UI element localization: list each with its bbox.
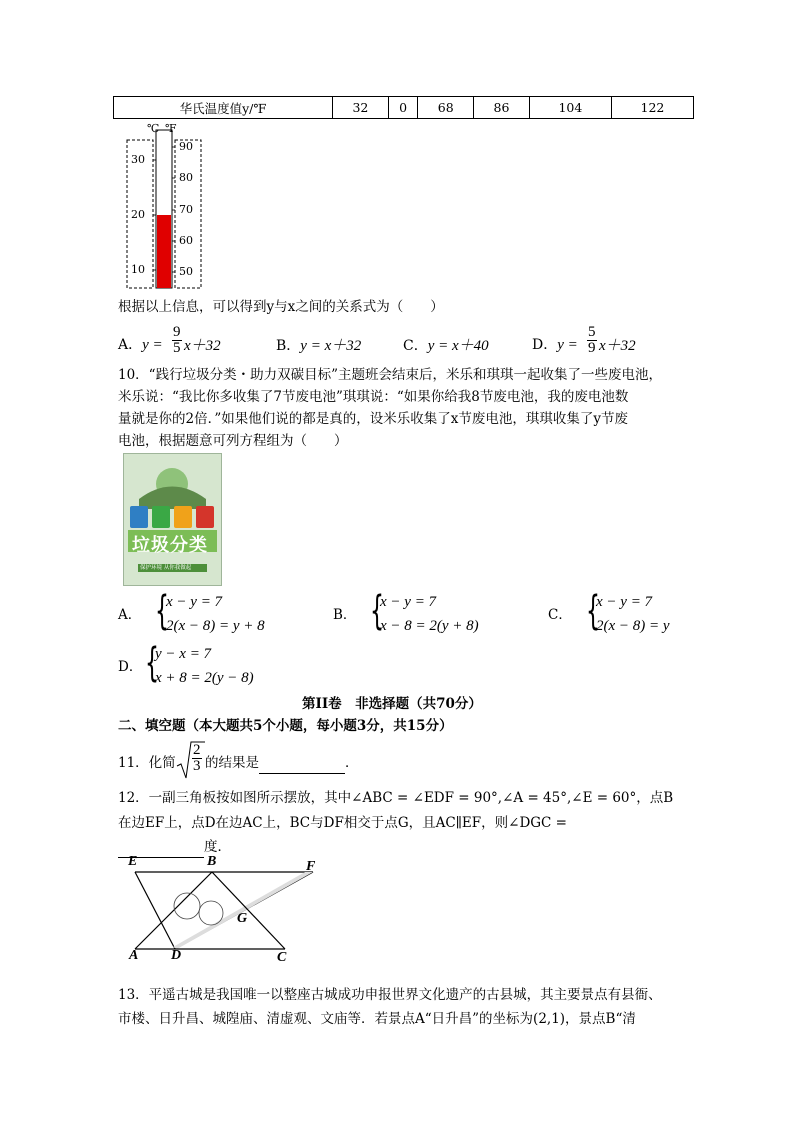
q11-suffix [205,752,359,774]
q10-line4: 电池，根据题意可列方程组为（ ） [118,433,348,449]
c-tick: 20 [131,208,145,221]
answer-blank[interactable] [259,755,345,774]
brace-icon: { [370,588,384,634]
q10-line2: 米乐说：“我比你多收集了7节废电池”琪琪说：“如果你给我8节废电池，我的废电池数 [118,389,629,405]
equation: x − 8 = 2(y + 8) [380,618,479,634]
q13-line1: 13．平遥古城是我国唯一以整座古城成功申报世界文化遗产的古县城，其主要景点有县衙、 [118,987,662,1003]
thermometer-figure [125,122,203,290]
f-tick: 60 [179,234,193,247]
q9-d-rest: x＋32 [599,338,636,354]
frac-num: 9 [173,324,181,340]
frac-den: 3 [193,758,201,774]
f-tick: 80 [179,171,193,184]
equation: x + 8 = 2(y − 8) [155,670,254,686]
mercury-fill [157,215,171,288]
q9-d-fraction [587,325,597,356]
q12-line2: 在边EF上，点D在边AC上，BC与DF相交于点G，且AC∥EF，则∠DGC = [118,815,567,831]
point-label-G: G [237,911,248,926]
point-label-B: B [207,854,217,869]
option-label: B． [276,338,301,354]
q9-option-c [403,334,489,355]
equation: y − x = 7 [155,646,212,662]
equation: x − y = 7 [596,594,653,610]
point-label-E: E [128,854,138,869]
q10-line1: 10．“践行垃圾分类・助力双碳目标”主题班会结束后，米乐和琪琪一起收集了一些废电池， [118,367,662,383]
fahrenheit-unit: ℉ [165,122,177,135]
q10-option-a-system [166,590,265,638]
option-lhs: y = [142,337,163,353]
option-lhs: y = [557,337,578,353]
equation: x − y = 7 [166,594,223,610]
q10-option-d-system [155,642,254,690]
c-tick: 30 [131,153,145,166]
q9-a-fraction [172,325,182,356]
point-label-C: C [277,950,287,965]
frac-den: 5 [173,340,181,356]
point-label-F: F [306,859,316,874]
option-eq: y = x＋32 [300,338,362,354]
q12-line1: 12．一副三角板按如图所示摆放，其中∠ABC = ∠EDF = 90°,∠A = 45°,∠E = 60°，点B [118,790,674,806]
radical-sign-icon [176,740,206,780]
frac-den: 9 [588,340,596,356]
table-cell: 122 [611,97,693,119]
q9-option-d [532,334,578,354]
frac-num: 5 [588,324,596,340]
poster-title: 垃圾分类 [132,535,208,556]
table-cell: 32 [333,97,389,119]
table-row-label: 华氏温度值y/℉ [114,97,333,119]
brace-icon: { [155,588,169,634]
q9-stem: 根据以上信息，可以得到y与x之间的关系式为（ ） [118,299,444,315]
q13-line2: 市楼、日升昌、城隍庙、清虚观、文庙等．若景点A“日升昌”的坐标为(2,1)，景点B“清 [118,1011,636,1027]
option-label: C． [403,338,428,354]
q10-option-b-system [380,590,479,638]
equation: 2(x − 8) = y [596,618,670,634]
celsius-unit: ℃ [147,122,160,135]
table-cell: 68 [418,97,474,119]
q10-option-d-label: D． [118,659,143,675]
garbage-poster-image [123,453,222,586]
q12-line3-end: 度． [204,839,231,855]
f-tick: 50 [179,265,193,278]
table-cell: 0 [388,97,418,119]
q9-option-a [118,334,163,354]
table-cell: 104 [529,97,611,119]
q11-prefix: 11．化简 [118,755,176,771]
q10-option-c-label: C． [548,607,572,623]
point-label-A: A [129,948,139,963]
option-eq: y = x＋40 [427,338,489,354]
q9-option-b [276,334,361,355]
equation: 2(x − 8) = y + 8 [166,618,265,634]
brace-icon: { [586,588,600,634]
q10-option-a-label: A． [118,607,142,623]
q10-option-c-system [596,590,670,638]
f-tick: 90 [179,140,193,153]
point-label-D: D [171,948,182,963]
temperature-table [113,96,694,119]
q11-suffix-text: 的结果是 [205,755,259,771]
q10-line3: 量就是你的2倍．”如果他们说的都是真的，设米乐收集了x节废电池，琪琪收集了y节废 [118,411,628,427]
brace-icon: { [145,640,159,686]
q9-a-rest: x＋32 [184,338,221,354]
q11 [118,752,176,782]
equation: x − y = 7 [380,594,437,610]
frac-num: 2 [193,742,201,758]
q11-end: ． [345,755,359,771]
poster-subtitle: 保护环境 从你我做起 [140,565,192,571]
f-tick: 70 [179,203,193,216]
table-row [114,97,694,119]
triangle-diagram [125,856,325,968]
table-cell: 86 [474,97,530,119]
part2-title: 第II卷 非选择题（共70分） [302,696,482,712]
option-label: A． [118,337,143,353]
fill-blank-title: 二、填空题（本大题共5个小题，每小题3分，共15分） [118,718,453,734]
q11-fraction [192,743,202,774]
option-label: D． [532,337,558,353]
q10-option-b-label: B． [333,607,357,623]
c-tick: 10 [131,263,145,276]
